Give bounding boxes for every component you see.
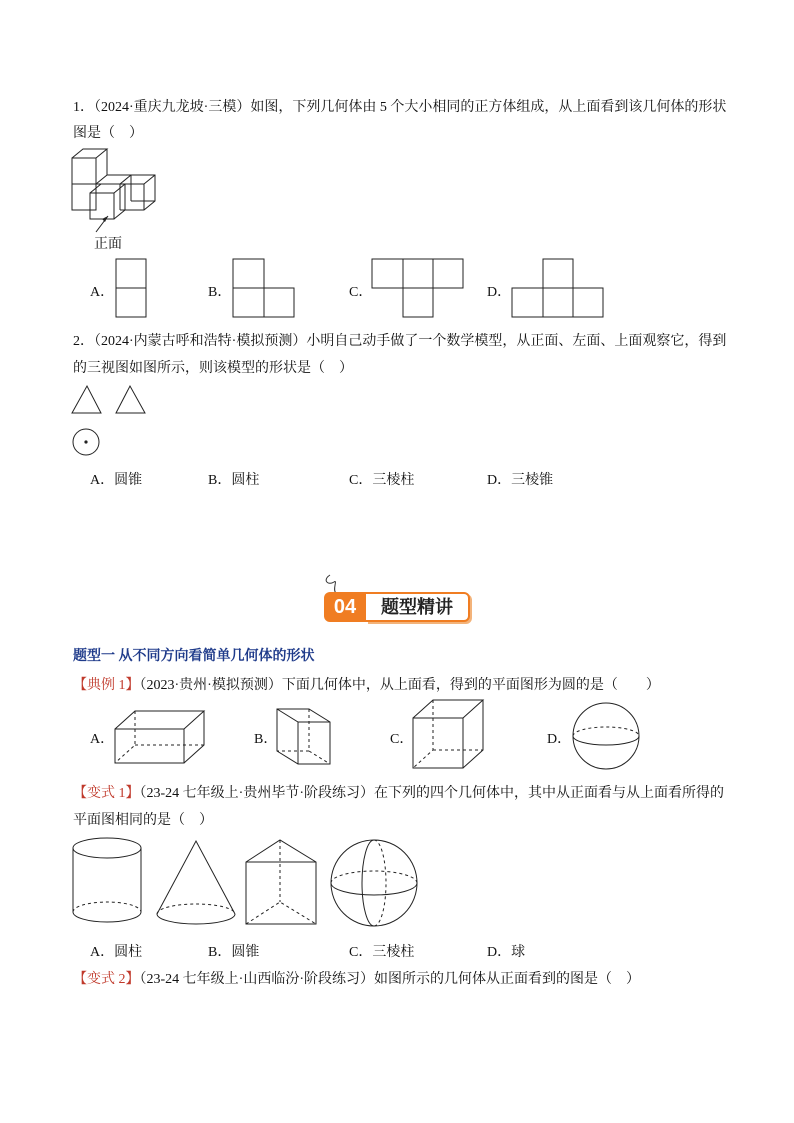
- q1-option-d-label: D．: [487, 285, 512, 300]
- q1-text-line2: 图是（ ）: [73, 126, 143, 141]
- ball-figure: [331, 840, 417, 926]
- v1-option-d: D．球: [487, 945, 526, 960]
- q2-option-c: C．三棱柱: [349, 473, 415, 488]
- q1-option-b-label: B．: [208, 285, 232, 300]
- q2-option-d: D．三棱锥: [487, 473, 554, 488]
- q1-option-a-label: A．: [90, 285, 115, 300]
- variant2-tag: 【变式 2】: [73, 972, 140, 987]
- q2-text-line2: 的三视图如图所示，则该模型的形状是（ ）: [73, 361, 353, 376]
- v1-option-c: C．三棱柱: [349, 945, 415, 960]
- variant1-text1: （23-24 七年级上·贵州毕节·阶段练习）在下列的四个几何体中，其中从正面看与从上面看所得的: [139, 786, 724, 801]
- section-title: 题型一 从不同方向看简单几何体的形状: [73, 649, 315, 664]
- ex1-option-a-label: A．: [90, 732, 115, 747]
- v1-option-b: B．圆锥: [208, 945, 260, 960]
- q2-text-line1: 2．（2024·内蒙古呼和浩特·模拟预测）小明自己动手做了一个数学模型，从正面、左面、上面观察它，得到: [73, 334, 727, 349]
- prism-figure: [246, 840, 316, 924]
- ex1-option-c-label: C．: [390, 732, 414, 747]
- variant1-line2: 平面图相同的是（ ）: [73, 813, 213, 828]
- variant2-line: [73, 968, 640, 988]
- example1-text: （2023·贵州·模拟预测）下面几何体中，从上面看，得到的平面图形为圆的是（ ）: [139, 678, 660, 693]
- variant1-tag: 【变式 1】: [73, 786, 140, 801]
- cone-figure: [157, 841, 235, 924]
- q2-option-b: B．圆柱: [208, 473, 260, 488]
- example1-tag: 【典例 1】: [73, 678, 140, 693]
- q1-text-line1: 1．（2024·重庆九龙坡·三模）如图，下列几何体由 5 个大小相同的正方体组成，从上面看到该几何体的形状: [73, 100, 727, 115]
- q1-option-c-label: C．: [349, 285, 373, 300]
- front-label: 正面: [94, 237, 122, 252]
- variant2-text: （23-24 七年级上·山西临汾·阶段练习）如图所示的几何体从正面看到的图是（ ）: [139, 972, 640, 987]
- q2-option-a: A．圆锥: [90, 473, 143, 488]
- banner-number: 04: [324, 592, 366, 622]
- ex1-option-b-label: B．: [254, 732, 278, 747]
- cylinder-figure: [73, 838, 141, 922]
- v1-option-a: A．圆柱: [90, 945, 143, 960]
- banner-title: 题型精讲: [366, 592, 470, 622]
- ex1-option-d-label: D．: [547, 732, 572, 747]
